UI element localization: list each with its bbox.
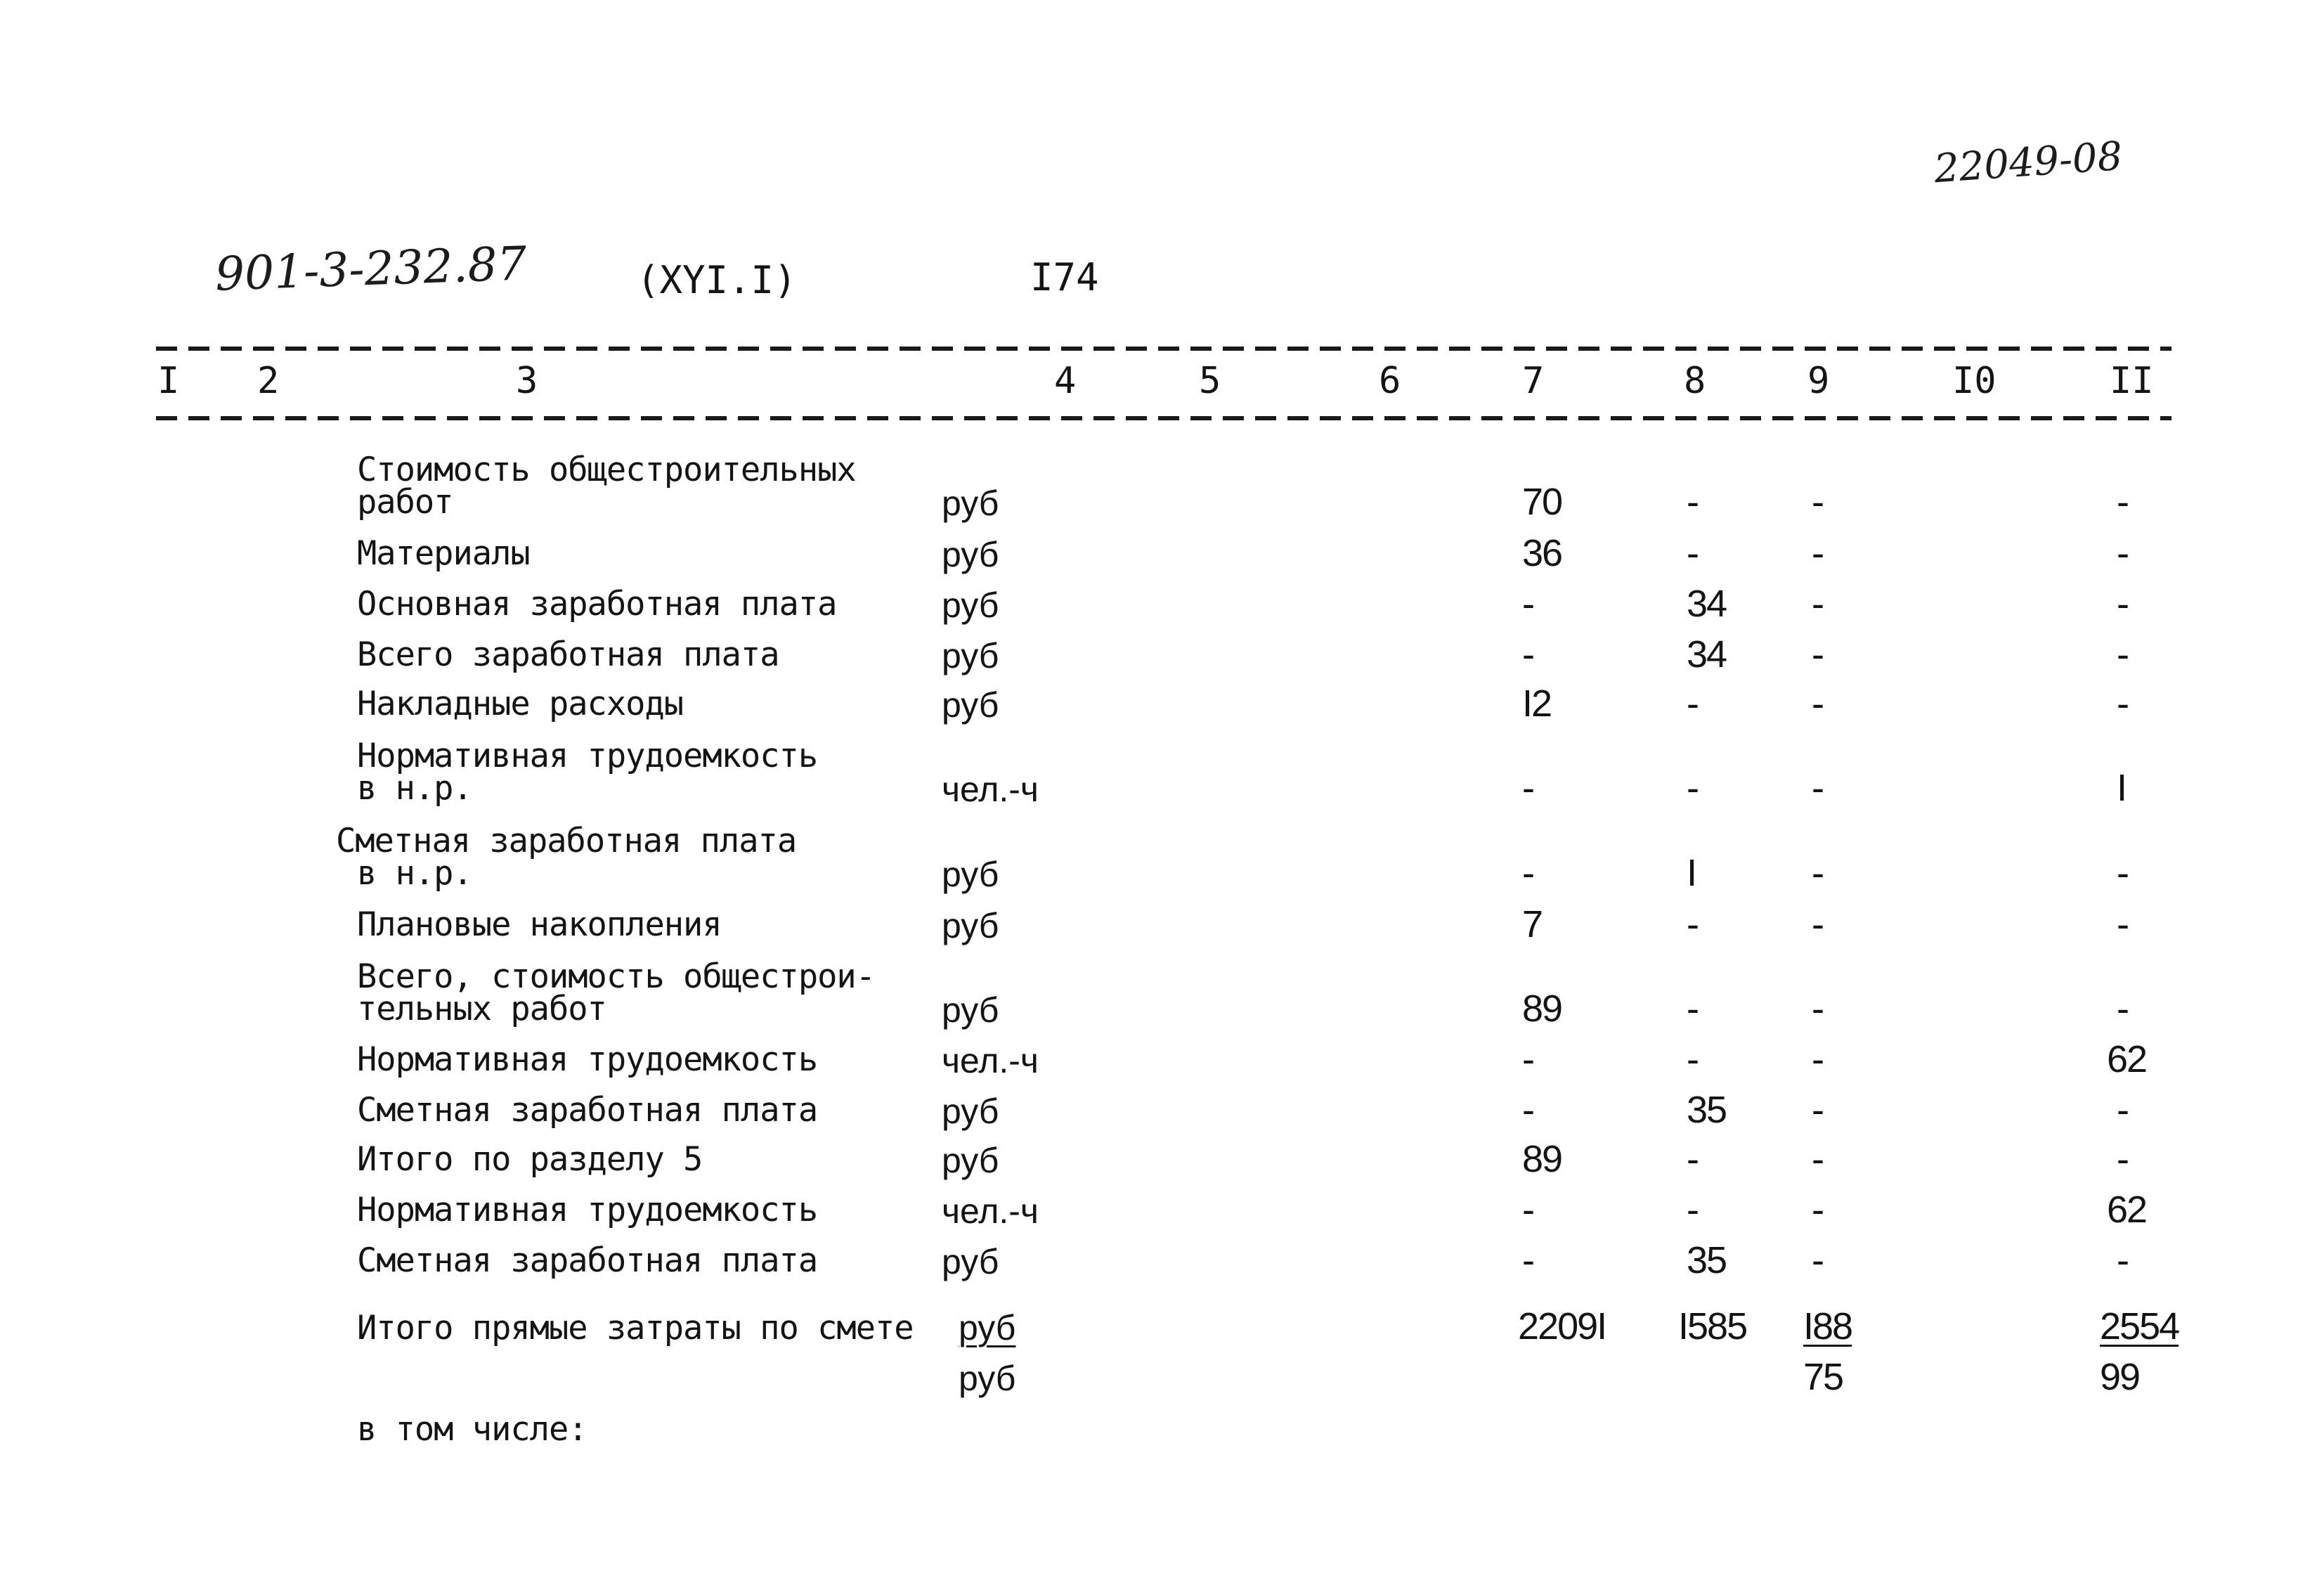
- cell-col-11: -: [2117, 852, 2128, 894]
- bottom-dashed-rule: [156, 416, 2172, 420]
- row-unit: чел.-ч: [942, 770, 1039, 809]
- row-unit: чел.-ч: [942, 1191, 1039, 1231]
- cell-col-8: -: [1687, 1138, 1698, 1180]
- section-reference: (XYI.I): [637, 258, 797, 302]
- row-label: Всего, стоимость общестрои-: [357, 957, 876, 996]
- cell-col-8: -: [1687, 1189, 1698, 1231]
- cell-col-8: 34: [1687, 633, 1727, 675]
- row-unit: чел.-ч: [942, 1041, 1039, 1080]
- row-unit: руб: [942, 906, 999, 945]
- row-label: Сметная заработная плата: [336, 822, 797, 860]
- cell-col-7: 89: [1522, 988, 1562, 1030]
- cell-col-11: -: [2117, 481, 2128, 523]
- cell-col-7: 70: [1522, 481, 1562, 523]
- column-number: I0: [1952, 360, 1997, 402]
- cell-col-8: -: [1687, 683, 1698, 725]
- total-unit-numerator: руб: [959, 1308, 1016, 1347]
- cell-col-9: -: [1812, 1089, 1823, 1131]
- cell-col-9: -: [1812, 1239, 1823, 1281]
- cell-col-11: 62: [2107, 1189, 2147, 1231]
- row-label: Нормативная трудоемкость: [357, 737, 818, 775]
- cell-col-9: -: [1812, 1038, 1823, 1080]
- row-unit: руб: [942, 685, 999, 725]
- cell-col-9: -: [1812, 1138, 1823, 1180]
- cell-col-9: -: [1812, 852, 1823, 894]
- row-unit: руб: [942, 484, 999, 523]
- row-label: тельных работ: [357, 990, 606, 1028]
- row-unit: руб: [942, 855, 999, 894]
- cell-col-11: 62: [2107, 1038, 2147, 1080]
- row-label: Нормативная трудоемкость: [357, 1040, 818, 1079]
- column-number: II: [2110, 360, 2154, 402]
- row-label: в н.р.: [357, 854, 472, 893]
- cell-col-8: -: [1687, 1038, 1698, 1080]
- row-unit: руб: [942, 1092, 999, 1131]
- cell-col-11: -: [2117, 532, 2128, 574]
- archive-number: 22049-08: [1933, 133, 2124, 193]
- cell-col-7: -: [1522, 852, 1533, 894]
- cell-col-8: 35: [1687, 1089, 1727, 1131]
- cell-col-9: -: [1812, 481, 1823, 523]
- row-label: в н.р.: [357, 769, 472, 808]
- row-unit: руб: [942, 990, 999, 1030]
- cell-col-9: -: [1812, 1189, 1823, 1231]
- row-unit: руб: [942, 586, 999, 625]
- cell-col-8: -: [1687, 903, 1698, 945]
- column-number: 9: [1807, 360, 1830, 402]
- total-col-9-denominator: 75: [1803, 1356, 1843, 1398]
- cell-col-9: -: [1812, 988, 1823, 1030]
- page-number: I74: [1030, 255, 1099, 299]
- cell-col-9: -: [1812, 683, 1823, 725]
- cell-col-11: -: [2117, 1138, 2128, 1180]
- column-number: 5: [1199, 360, 1221, 402]
- cell-col-7: -: [1522, 583, 1533, 625]
- cell-col-7: 7: [1522, 903, 1543, 945]
- row-label: Итого по разделу 5: [357, 1140, 703, 1179]
- cell-col-11: -: [2117, 683, 2128, 725]
- cell-col-9: -: [1812, 583, 1823, 625]
- cell-col-8: 35: [1687, 1239, 1727, 1281]
- column-number: 3: [516, 360, 538, 402]
- cell-col-8: -: [1687, 532, 1698, 574]
- cell-col-11: -: [2117, 1089, 2128, 1131]
- column-number: 8: [1684, 360, 1706, 402]
- top-dashed-rule: [156, 347, 2172, 351]
- cell-col-9: -: [1812, 633, 1823, 675]
- total-col-7: 2209I: [1518, 1305, 1606, 1347]
- cell-col-7: -: [1522, 1189, 1533, 1231]
- cell-col-7: -: [1522, 1038, 1533, 1080]
- cell-col-11: I: [2117, 767, 2127, 809]
- cell-col-9: -: [1812, 532, 1823, 574]
- cell-col-7: -: [1522, 767, 1533, 809]
- row-unit: руб: [942, 636, 999, 675]
- total-col-9-numerator: I88: [1803, 1305, 1852, 1347]
- cell-col-8: -: [1687, 481, 1698, 523]
- row-label: Накладные расходы: [357, 685, 684, 723]
- cell-col-8: -: [1687, 988, 1698, 1030]
- column-number: 6: [1379, 360, 1401, 402]
- column-number: 2: [257, 360, 280, 402]
- cell-col-8: I: [1687, 852, 1696, 894]
- row-label: Нормативная трудоемкость: [357, 1191, 818, 1229]
- cell-col-7: I2: [1522, 683, 1552, 725]
- column-number: 7: [1522, 360, 1545, 402]
- total-label: Итого прямые затраты по смете: [357, 1309, 914, 1347]
- total-unit-denominator: руб: [959, 1359, 1016, 1398]
- cell-col-11: -: [2117, 633, 2128, 675]
- cell-col-11: -: [2117, 583, 2128, 625]
- row-unit: руб: [942, 535, 999, 574]
- row-label: Всего заработная плата: [357, 635, 779, 674]
- including-note: в том числе:: [357, 1410, 588, 1449]
- cell-col-11: -: [2117, 903, 2128, 945]
- document-code: 901-3-232.87: [214, 236, 528, 302]
- row-unit: руб: [942, 1141, 999, 1180]
- row-label: работ: [357, 483, 453, 522]
- cell-col-11: -: [2117, 988, 2128, 1030]
- total-col-11-denominator: 99: [2100, 1356, 2140, 1398]
- cell-col-7: -: [1522, 1239, 1533, 1281]
- cell-col-9: -: [1812, 767, 1823, 809]
- row-label: Материалы: [357, 534, 530, 573]
- column-number: 4: [1054, 360, 1077, 402]
- row-label: Сметная заработная плата: [357, 1241, 818, 1280]
- cell-col-7: 89: [1522, 1138, 1562, 1180]
- total-col-8: I585: [1678, 1305, 1747, 1347]
- total-col-11-numerator: 2554: [2100, 1305, 2179, 1347]
- cell-col-7: 36: [1522, 532, 1562, 574]
- row-label: Основная заработная плата: [357, 585, 837, 623]
- cell-col-8: -: [1687, 767, 1698, 809]
- cell-col-8: 34: [1687, 583, 1727, 625]
- column-number: I: [157, 360, 180, 402]
- row-label: Сметная заработная плата: [357, 1091, 818, 1130]
- cell-col-9: -: [1812, 903, 1823, 945]
- row-label: Стоимость общестроительных: [357, 451, 856, 489]
- cell-col-11: -: [2117, 1239, 2128, 1281]
- row-unit: руб: [942, 1242, 999, 1281]
- cell-col-7: -: [1522, 1089, 1533, 1131]
- cell-col-7: -: [1522, 633, 1533, 675]
- row-label: Плановые накопления: [357, 905, 722, 944]
